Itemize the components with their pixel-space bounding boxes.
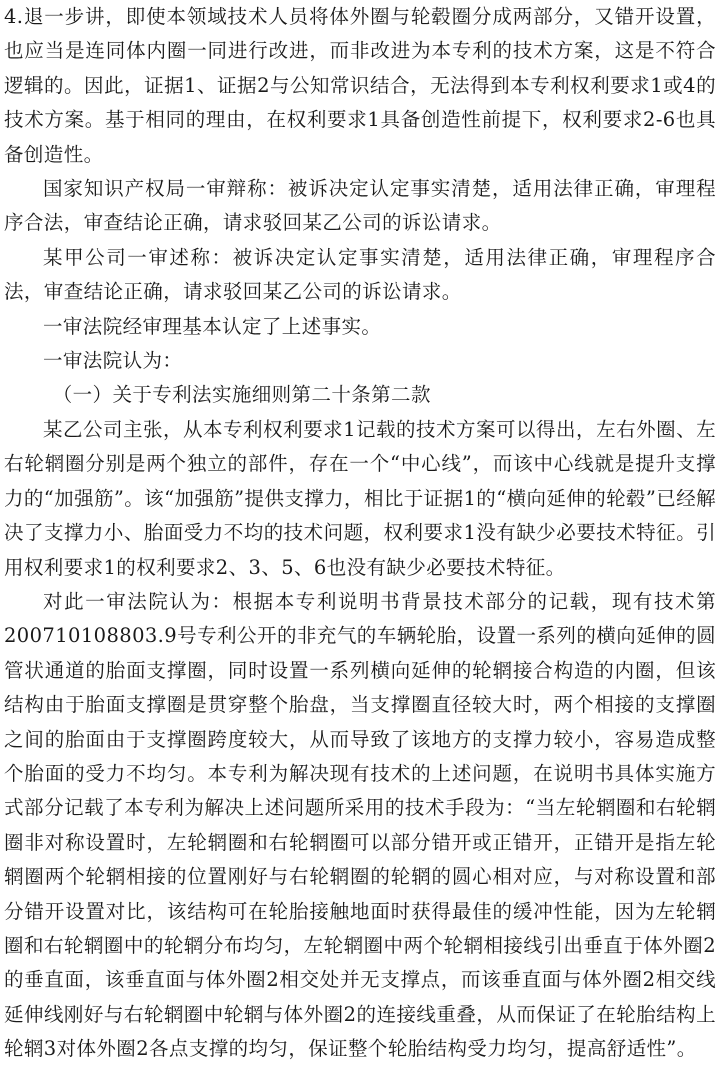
- paragraph-company-a-statement: 某甲公司一审述称：被诉决定认定事实清楚，适用法律正确，审理程序合法，审查结论正确，请求驳回某乙公司的诉讼请求。: [4, 245, 716, 304]
- paragraph-argument-4: 4.退一步讲，即使本领域技术人员将体外圈与轮毂圈分成两部分，又错开设置，也应当是连同体内圈一同进行改进，而非改进为本专利的技术方案，这是不符合逻辑的。因此，证据1、证据2与公知常识结合，无法得到本专利权利要求1或4的技术方案。基于相同的理由，在权利要求1具备创造性前提下，权利要求2-6也具备创造性。: [4, 5, 716, 166]
- paragraph-company-b-claim: 某乙公司主张，从本专利权利要求1记载的技术方案可以得出，左右外圈、左右轮辋圈分别是两个独立的部件，存在一个“中心线”，而该中心线就是提升支撑力的“加强筋”。该“加强筋”提供支撑力，相比于证据1的“横向延伸的轮毂”已经解决了支撑力小、胎面受力不均的技术问题，权利要求1没有缺少必要技术特征。引用权利要求1的权利要求2、3、5、6也没有缺少必要技术特征。: [4, 417, 716, 579]
- paragraph-court-holds: 一审法院认为：: [43, 349, 183, 373]
- paragraph-court-analysis: 对此一审法院认为：根据本专利说明书背景技术部分的记载，现有技术第200710108803.9号专利公开的非充气的车辆轮胎，设置一系列的横向延伸的圆管状通道的胎面支撑圈，同时设置一系列横向延伸的轮辋接合构造的内圈，但该结构由于胎面支撑圈是贯穿整个胎盘，当支撑圈直径较大时，两个相接的支撑圈之间的胎面由于支撑圈跨度较大，从而导致了该地方的支撑力较小，容易造成整个胎面的受力不均匀。本专利为解决现有技术的上述问题，在说明书具体实施方式部分记载了本专利为解决上述问题所采用的技术手段为：“当左轮辋圈和右轮辋圈非对称设置时，左轮辋圈和右轮辋圈可以部分错开或正错开，正错开是指左轮辋圈两个轮辋相接的位置刚好与右轮辋圈的轮辋的圆心相对应，与对称设置和部分错开设置对比，该结构可在轮胎接触地面时获得最佳的缓冲性能，因为左轮辋圈和右轮辋圈中的轮辋分布均匀，左轮辋圈中两个轮辋相接线引出垂直于体外圈2的垂直面，该垂直面与体外圈2相交处并无支撑点，而该垂直面与体外圈2相交线延伸线刚好与右轮辋圈中轮辋与体外圈2的连接线重叠，从而保证了在轮胎结构上轮辋3对体外圈2各点支撑的均匀，保证整个轮胎结构受力均匀，提高舒适性”。: [4, 589, 716, 1061]
- section-heading-1: （一）关于专利法实施细则第二十条第二款: [52, 383, 431, 407]
- paragraph-facts-found: 一审法院经审理基本认定了上述事实。: [43, 314, 382, 338]
- paragraph-cnipa-defense: 国家知识产权局一审辩称：被诉决定认定事实清楚，适用法律正确，审理程序合法，审查结论正确，请求驳回某乙公司的诉讼请求。: [4, 177, 716, 235]
- document-body: [4, 0, 716, 1067]
